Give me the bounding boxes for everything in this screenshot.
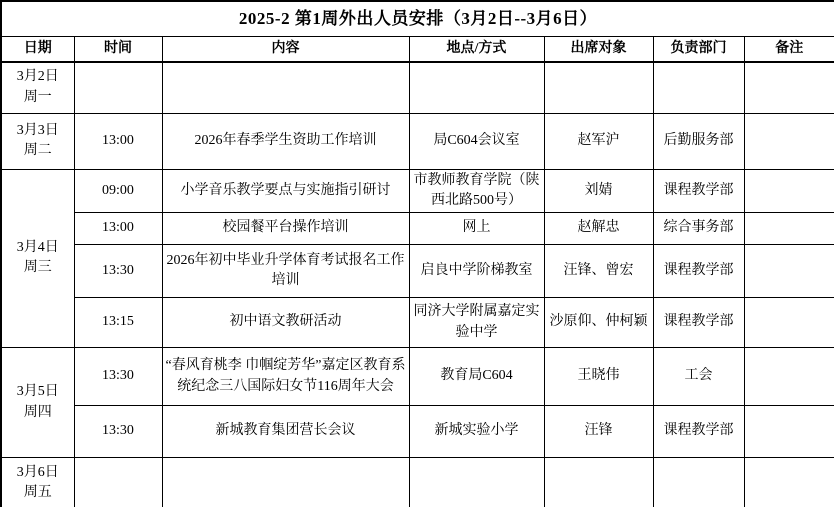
note-cell <box>744 169 834 213</box>
time-cell: 13:30 <box>74 245 162 298</box>
department-cell: 课程教学部 <box>653 298 744 348</box>
attendees-cell: 赵军沪 <box>544 113 653 169</box>
header-row <box>1 37 834 63</box>
attendees-cell: 汪锋 <box>544 406 653 458</box>
date-cell <box>1 348 74 458</box>
table-row <box>1 113 834 169</box>
location-cell: 教育局C604 <box>409 348 544 406</box>
attendees-cell: 沙原仰、仲柯颖 <box>544 298 653 348</box>
time-cell: 13:00 <box>74 213 162 245</box>
location-cell: 新城实验小学 <box>409 406 544 458</box>
location-cell: 市教师教育学院（陕西北路500号） <box>409 169 544 213</box>
location-cell: 同济大学附属嘉定实验中学 <box>409 298 544 348</box>
attendees-cell <box>544 458 653 507</box>
note-cell <box>744 348 834 406</box>
date-label: 3月4日 <box>16 240 59 255</box>
attendees-cell: 刘婧 <box>544 169 653 213</box>
date-label: 3月3日 <box>16 122 59 138</box>
time-cell: 13:15 <box>74 298 162 348</box>
department-cell: 后勤服务部 <box>653 113 744 169</box>
table-row <box>1 169 834 213</box>
department-cell <box>653 62 744 113</box>
content-cell <box>162 62 409 113</box>
date-cell <box>1 169 74 348</box>
attendees-cell <box>544 62 653 113</box>
column-header-time: 时间 <box>74 37 162 63</box>
weekday-label: 周三 <box>23 260 52 276</box>
column-header-location: 地点/方式 <box>409 37 544 63</box>
weekday-label: 周二 <box>23 143 52 158</box>
weekday-label: 周四 <box>23 404 52 420</box>
department-cell: 工会 <box>653 348 744 406</box>
location-cell: 局C604会议室 <box>409 113 544 169</box>
weekday-label: 周五 <box>23 485 52 501</box>
content-cell: 新城教育集团营长会议 <box>162 406 409 458</box>
date-cell <box>1 62 74 113</box>
attendees-cell: 赵解忠 <box>544 213 653 245</box>
title-row <box>1 1 834 37</box>
department-cell: 综合事务部 <box>653 213 744 245</box>
location-cell <box>409 458 544 507</box>
note-cell <box>744 245 834 298</box>
note-cell <box>744 62 834 113</box>
content-cell: 初中语文教研活动 <box>162 298 409 348</box>
location-cell <box>409 62 544 113</box>
department-cell <box>653 458 744 507</box>
department-cell: 课程教学部 <box>653 245 744 298</box>
time-cell: 09:00 <box>74 169 162 213</box>
content-cell: 2026年初中毕业升学体育考试报名工作培训 <box>162 245 409 298</box>
attendees-cell: 王晓伟 <box>544 348 653 406</box>
table-row <box>1 298 834 348</box>
note-cell <box>744 458 834 507</box>
table-row <box>1 406 834 458</box>
time-cell: 13:00 <box>74 113 162 169</box>
page-title: 2025-2 第1周外出人员安排（3月2日--3月6日） <box>1 1 834 37</box>
date-label: 3月6日 <box>16 465 59 481</box>
table-row <box>1 348 834 406</box>
department-cell: 课程教学部 <box>653 169 744 213</box>
note-cell <box>744 298 834 348</box>
table-row <box>1 213 834 245</box>
time-cell <box>74 62 162 113</box>
column-header-note: 备注 <box>744 37 834 63</box>
note-cell <box>744 113 834 169</box>
column-header-date: 日期 <box>1 37 74 63</box>
content-cell: 小学音乐教学要点与实施指引研讨 <box>162 169 409 213</box>
date-label: 3月5日 <box>16 384 59 400</box>
date-label: 3月2日 <box>16 69 59 85</box>
date-cell <box>1 113 74 169</box>
content-cell: 2026年春季学生资助工作培训 <box>162 113 409 169</box>
table-row <box>1 62 834 113</box>
table-row <box>1 458 834 507</box>
department-cell: 课程教学部 <box>653 406 744 458</box>
column-header-department: 负责部门 <box>653 37 744 63</box>
time-cell <box>74 458 162 507</box>
note-cell <box>744 406 834 458</box>
note-cell <box>744 213 834 245</box>
content-cell <box>162 458 409 507</box>
table-row <box>1 245 834 298</box>
attendees-cell: 汪锋、曾宏 <box>544 245 653 298</box>
date-cell <box>1 458 74 507</box>
time-cell: 13:30 <box>74 406 162 458</box>
location-cell: 启良中学阶梯教室 <box>409 245 544 298</box>
column-header-attendees: 出席对象 <box>544 37 653 63</box>
location-cell: 网上 <box>409 213 544 245</box>
content-cell: 校园餐平台操作培训 <box>162 213 409 245</box>
column-header-content: 内容 <box>162 37 409 63</box>
content-cell: “春风育桃李 巾帼绽芳华”嘉定区教育系统纪念三八国际妇女节116周年大会 <box>162 348 409 406</box>
time-cell: 13:30 <box>74 348 162 406</box>
weekday-label: 周一 <box>23 89 52 105</box>
